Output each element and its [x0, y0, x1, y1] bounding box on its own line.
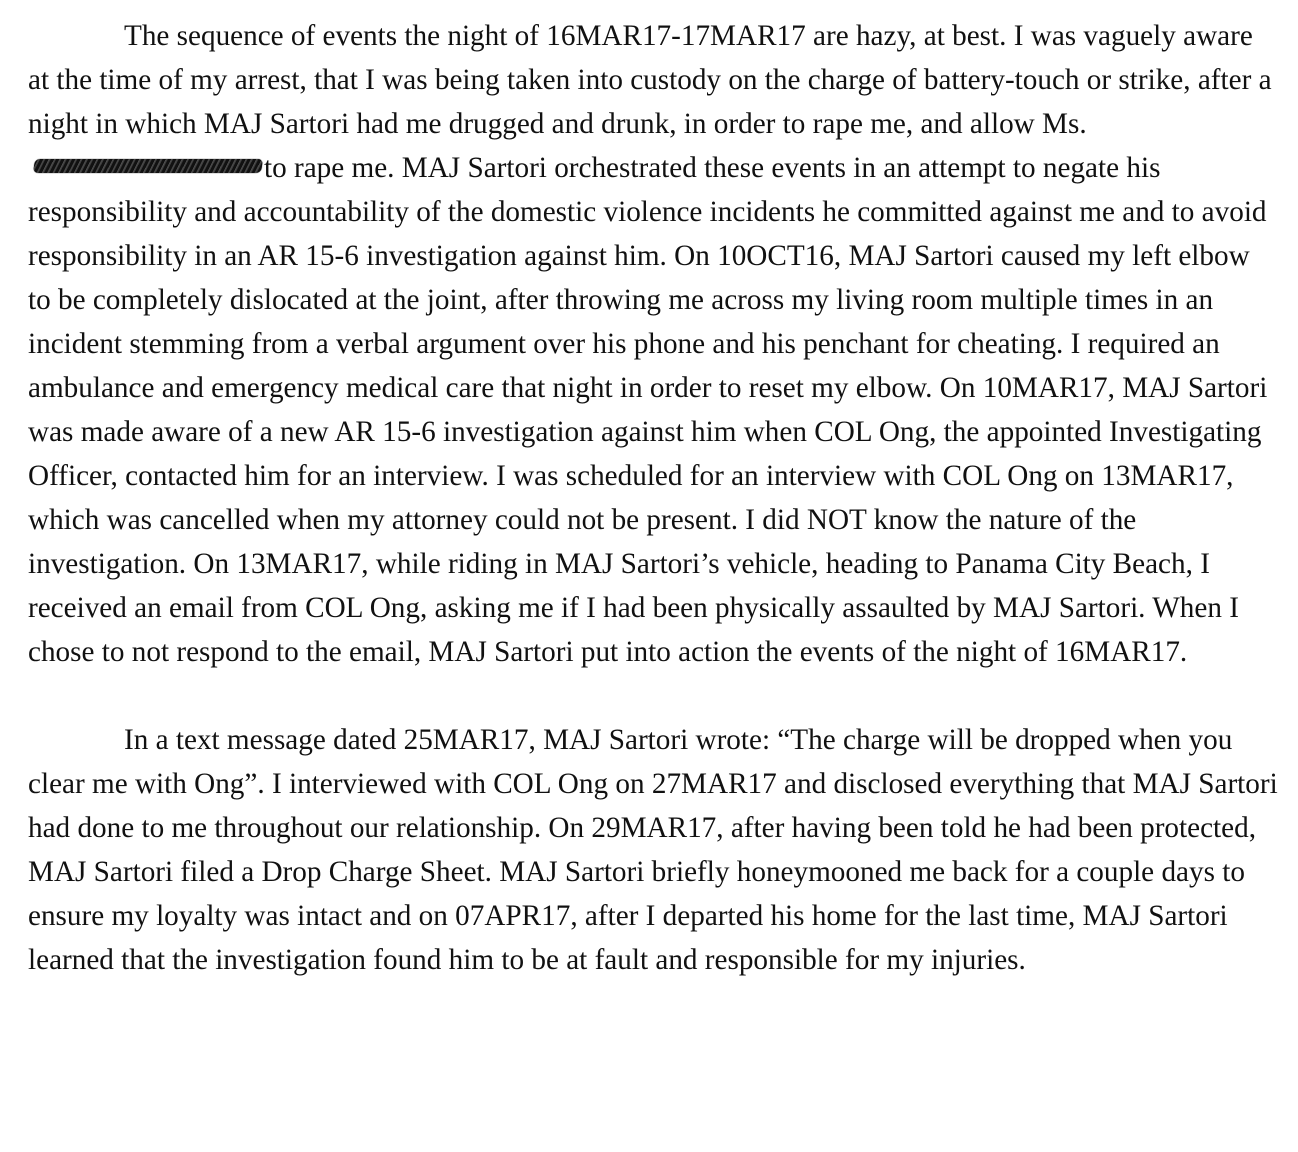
paragraph-1-text-end: to rape me. MAJ Sartori orchestrated these events in an attempt to negate his responsibility and accountability of the domestic violence incidents he committed against me and to avoid responsibility in an AR 15-6 investigation against him. On 10OCT16, MAJ Sartori caused my left elbow to be completely dislocated at the joint, after throwing me across my living room multiple times in an incident stemming from a verbal argument over his phone and his penchant for cheating. I required an ambulance and emergency medical care that night in order to reset my elbow. On 10MAR17, MAJ Sartori was made aware of a new AR 15-6 investigation against him when COL Ong, the appointed Investigating Officer, contacted him for an interview. I was scheduled for an interview with COL Ong on 13MAR17, which was cancelled when my attorney could not be present. I did NOT know the nature of the investigation. On 13MAR17, while riding in MAJ Sartori’s vehicle, heading to Panama City Beach, I received an email from COL Ong, asking me if I had been physically assaulted by MAJ Sartori. When I chose to not respond to the email, MAJ Sartori put into action the events of the night of 16MAR17. [28, 152, 1268, 668]
document-page [28, 14, 1278, 982]
paragraph-1 [28, 14, 1278, 674]
paragraph-1-text-start: The sequence of events the night of 16MAR17-17MAR17 are hazy, at best. I was vaguely aware at the time of my arrest, that I was being taken into custody on the charge of battery-touch or strike, after a night in which MAJ Sartori had me drugged and drunk, in order to rape me, and allow Ms. [28, 20, 1272, 140]
paragraph-2-text: In a text message dated 25MAR17, MAJ Sartori wrote: “The charge will be dropped when you clear me with Ong”. I interviewed with COL Ong on 27MAR17 and disclosed everything that MAJ Sartori had done to me throughout our relationship. On 29MAR17, after having been told he had been protected, MAJ Sartori filed a Drop Charge Sheet. MAJ Sartori briefly honeymooned me back for a couple days to ensure my loyalty was intact and on 07APR17, after I departed his home for the last time, MAJ Sartori learned that the investigation found him to be at fault and responsible for my injuries. [28, 724, 1278, 976]
paragraph-2 [28, 718, 1278, 982]
redaction-mark [33, 159, 263, 173]
